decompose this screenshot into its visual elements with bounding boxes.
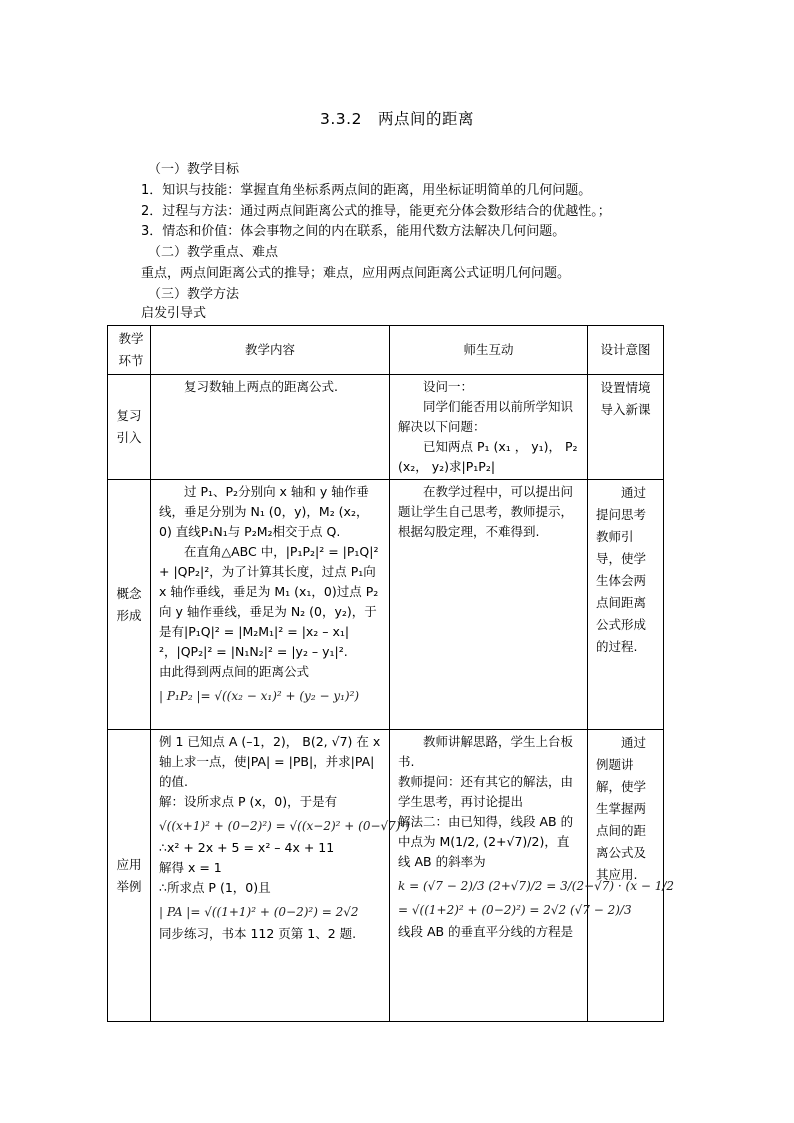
- page-title: 3.3.2 两点间的距离: [320, 110, 474, 128]
- content-concept: 过 P₁、P₂分别向 x 轴和 y 轴作垂线，垂足分别为 N₁ (0，y)，M₂ (x₂，0) 直线P₁N₁与 P₂M₂相交于点 Q. 在直角△ABC 中，|P₁P₂|² = |P₁Q|² + |QP₂|²，为了计算其长度，过点 P₁向 x 轴作垂线，垂足为 M₁ (x₁，0)过点 P₂向 y 轴作垂线，垂足为 N₂ (0，y₂)，于是有|P₁Q|² = |M₂M₁|² = |x₂ – x₁|²，|QP₂|² = |N₁N₂|² = |y₂ – y₁|². 由此得到两点间的距离公式 | P₁P₂ |= √((x₂ − x₁)² + (y₂ − y₁)²): [151, 480, 390, 730]
- content-application: 例 1 已知点 A (–1，2)， B(2, √7) 在 x 轴上求一点，使|PA| = |PB|，并求|PA|的值. 解：设所求点 P (x，0)，于是有 √((x+1)² + (0−2)²) = √((x−2)² + (0−√7)²) ∴x² + 2x + 5 = x² – 4x + 11 解得 x = 1 ∴所求点 P (1，0)且 | PA |= √((1+1)² + (0−2)²) = 2√2 同步练习，书本 112 页第 1、2 题.: [151, 730, 390, 1022]
- header-interaction: 师生互动: [390, 326, 588, 375]
- interaction-application: 教师讲解思路，学生上台板书. 教师提问：还有其它的解法，由学生思考，再讨论提出 解法二：由已知得，线段 AB 的中点为 M(1/2, (2+√7)/2)，直线 AB 的斜率为 k = (√7 − 2)/3 (2+√7)/2 = 3/(2−√7) · (x − 1/2 = √((1+2)² + (0−2)²) = 2√2 (√7 − 2)/3 线段 AB 的垂直平分线的方程是: [390, 730, 588, 1022]
- section-heading-keypoints: （二）教学重点、难点: [148, 245, 279, 260]
- section-heading-method: （三）教学方法: [148, 287, 240, 302]
- intent-review: 设置情境导入新课: [588, 375, 664, 480]
- intent-concept: 通过提问思考教师引导，使学生体会两点间距离公式形成的过程.: [588, 480, 664, 730]
- table-header-row: [108, 326, 664, 375]
- table-row: [108, 480, 664, 730]
- header-intent: 设计意图: [588, 326, 664, 375]
- stage-review: 复习引入: [108, 375, 151, 480]
- content-review: 复习数轴上两点的距离公式.: [151, 375, 390, 480]
- slope-formula: k = (√7 − 2)/3 (2+√7)/2 = 3/(2−√7) · (x − 1/2: [398, 879, 675, 893]
- pa-formula: | PA |= √((1+1)² + (0−2)²) = 2√2: [159, 905, 359, 919]
- objective-1: 1．知识与技能：掌握直角坐标系两点间的距离，用坐标证明简单的几何问题。: [141, 183, 592, 198]
- stage-application: 应用举例: [108, 730, 151, 1022]
- table-row: [108, 730, 664, 1022]
- interaction-review: 设问一： 同学们能否用以前所学知识解决以下问题： 已知两点 P₁ (x₁ ， y₁)， P₂ (x₂， y₂)求|P₁P₂|: [390, 375, 588, 480]
- interaction-concept: 在教学过程中，可以提出问题让学生自己思考，教师提示，根据勾股定理，不难得到.: [390, 480, 588, 730]
- objective-2: 2．过程与方法：通过两点间距离公式的推导，能更充分体会数形结合的优越性。；: [141, 204, 611, 219]
- distance-formula: | P₁P₂ |= √((x₂ − x₁)² + (y₂ − y₁)²): [159, 689, 360, 703]
- section-heading-objectives: （一）教学目标: [148, 162, 240, 177]
- objective-3: 3．情态和价值：体会事物之间的内在联系，能用代数方法解决几何问题。: [141, 224, 566, 239]
- table-row: [108, 375, 664, 480]
- header-stage: 教学环节: [108, 326, 151, 375]
- distance-check-formula: = √((1+2)² + (0−2)²) = 2√2 (√7 − 2)/3: [398, 903, 632, 917]
- stage-concept: 概念形成: [108, 480, 151, 730]
- intent-application: 通过例题讲解，使学生掌握两点间的距离公式及其应用.: [588, 730, 664, 1022]
- keypoints-text: 重点，两点间距离公式的推导；难点，应用两点间距离公式证明几何问题。: [141, 266, 571, 281]
- header-content: 教学内容: [151, 326, 390, 375]
- lesson-table: [107, 325, 675, 1022]
- equation-formula: √((x+1)² + (0−2)²) = √((x−2)² + (0−√7)²): [159, 819, 410, 833]
- method-text: 启发引导式: [141, 306, 207, 321]
